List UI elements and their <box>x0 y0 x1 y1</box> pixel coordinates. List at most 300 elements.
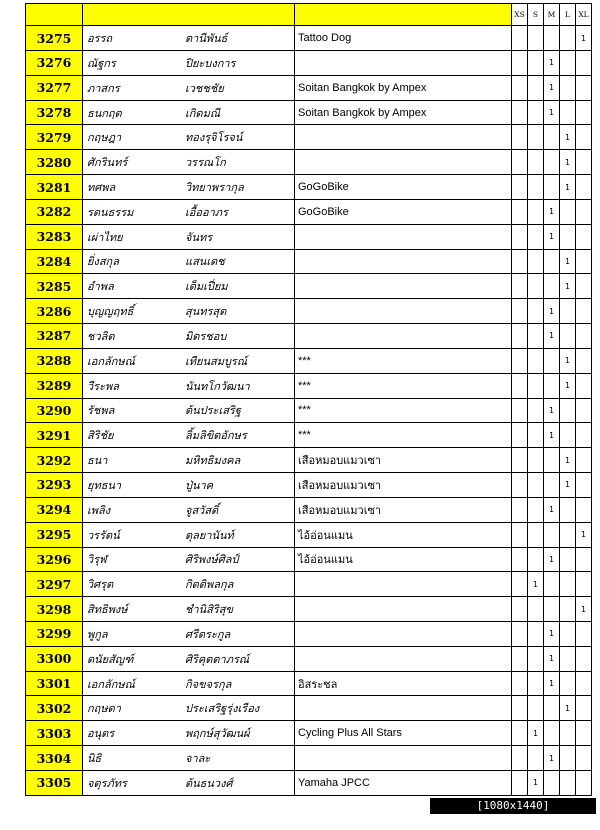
size-l-cell <box>560 224 576 249</box>
header-blank-cell <box>26 4 83 26</box>
size-l-cell: 1 <box>560 125 576 150</box>
size-s-cell <box>528 646 544 671</box>
size-s-cell <box>528 522 544 547</box>
size-l-cell <box>560 50 576 75</box>
size-s-cell: 1 <box>528 572 544 597</box>
last-name: มิตรชอบ <box>183 324 295 349</box>
bib-number: 3290 <box>26 398 83 423</box>
first-name: สิทธิพงษ์ <box>83 597 184 622</box>
bib-number: 3302 <box>26 696 83 721</box>
last-name: ศิริคุตตาภรณ์ <box>183 646 295 671</box>
team-name <box>295 274 512 299</box>
last-name: ปิยะบงการ <box>183 50 295 75</box>
team-name <box>295 224 512 249</box>
size-xl-cell <box>576 497 592 522</box>
last-name: เวชชชัย <box>183 75 295 100</box>
bib-number: 3300 <box>26 646 83 671</box>
bib-number: 3281 <box>26 175 83 200</box>
first-name: ดนัยสัญฑ์ <box>83 646 184 671</box>
bib-number: 3289 <box>26 373 83 398</box>
size-m-cell <box>544 249 560 274</box>
size-l-cell <box>560 324 576 349</box>
size-l-cell <box>560 547 576 572</box>
size-xs-cell <box>512 199 528 224</box>
size-s-cell <box>528 696 544 721</box>
size-m-cell <box>544 26 560 51</box>
size-m-cell <box>544 522 560 547</box>
size-xl-cell <box>576 324 592 349</box>
first-name: กฤษดา <box>83 696 184 721</box>
table-row <box>26 646 592 671</box>
size-xl-cell <box>576 373 592 398</box>
table-row <box>26 597 592 622</box>
last-name: ชำนิสิริสุข <box>183 597 295 622</box>
bib-number: 3292 <box>26 448 83 473</box>
team-name: GoGoBike <box>295 199 512 224</box>
last-name: แสนเดช <box>183 249 295 274</box>
table-row <box>26 473 592 498</box>
size-s-cell <box>528 224 544 249</box>
team-name <box>295 125 512 150</box>
first-name: ธนกฤต <box>83 100 184 125</box>
last-name: สุนทรสุต <box>183 299 295 324</box>
last-name: ต้นประเสริฐ <box>183 398 295 423</box>
team-name: ไอ้อ่อนแมน <box>295 522 512 547</box>
last-name: กิจขจรกุล <box>183 671 295 696</box>
size-xs-cell <box>512 224 528 249</box>
size-xl-cell <box>576 199 592 224</box>
bib-number: 3277 <box>26 75 83 100</box>
table-row <box>26 26 592 51</box>
size-xs-cell <box>512 597 528 622</box>
table-row <box>26 150 592 175</box>
team-name: Yamaha JPCC <box>295 770 512 795</box>
size-m-cell: 1 <box>544 497 560 522</box>
first-name: ยุทธนา <box>83 473 184 498</box>
last-name: จันทร <box>183 224 295 249</box>
size-xl-cell: 1 <box>576 597 592 622</box>
size-l-cell: 1 <box>560 150 576 175</box>
size-xs-cell <box>512 249 528 274</box>
first-name: สิริชัย <box>83 423 184 448</box>
size-s-cell <box>528 100 544 125</box>
size-xl-cell <box>576 224 592 249</box>
table-row <box>26 696 592 721</box>
size-xs-cell <box>512 671 528 696</box>
last-name: วรรณโก <box>183 150 295 175</box>
size-xs-cell <box>512 299 528 324</box>
size-xl-cell <box>576 125 592 150</box>
size-l-cell: 1 <box>560 274 576 299</box>
last-name: กิตติพลกุล <box>183 572 295 597</box>
size-xs-cell <box>512 721 528 746</box>
last-name: ตุลยานันท์ <box>183 522 295 547</box>
size-m-cell: 1 <box>544 423 560 448</box>
last-name: เกิดมณี <box>183 100 295 125</box>
size-xs-cell <box>512 423 528 448</box>
first-name: ยิ่งสกุล <box>83 249 184 274</box>
size-s-cell <box>528 274 544 299</box>
size-l-cell <box>560 646 576 671</box>
size-l-cell <box>560 597 576 622</box>
size-l-cell <box>560 299 576 324</box>
bib-number: 3285 <box>26 274 83 299</box>
size-s-cell <box>528 50 544 75</box>
table-row <box>26 274 592 299</box>
size-s-cell <box>528 746 544 771</box>
bib-number: 3286 <box>26 299 83 324</box>
team-name <box>295 50 512 75</box>
bib-number: 3291 <box>26 423 83 448</box>
size-l-cell <box>560 423 576 448</box>
bib-number: 3304 <box>26 746 83 771</box>
size-xl-cell <box>576 671 592 696</box>
size-xl-cell: 1 <box>576 522 592 547</box>
first-name: ศักรินทร์ <box>83 150 184 175</box>
size-xl-cell <box>576 75 592 100</box>
table-body <box>26 4 592 796</box>
first-name: กฤษฎา <box>83 125 184 150</box>
size-s-cell <box>528 150 544 175</box>
size-xl-cell <box>576 274 592 299</box>
header-size-xs: XS <box>512 4 528 26</box>
size-xl-cell <box>576 770 592 795</box>
size-xl-cell <box>576 50 592 75</box>
last-name: วิทยาพรากุล <box>183 175 295 200</box>
bib-number: 3288 <box>26 348 83 373</box>
size-s-cell <box>528 597 544 622</box>
size-m-cell <box>544 348 560 373</box>
team-name <box>295 299 512 324</box>
team-name <box>295 646 512 671</box>
first-name: อำพล <box>83 274 184 299</box>
size-xl-cell <box>576 175 592 200</box>
header-blank-cell <box>83 4 184 26</box>
size-s-cell <box>528 26 544 51</box>
size-l-cell <box>560 770 576 795</box>
team-name: GoGoBike <box>295 175 512 200</box>
size-m-cell: 1 <box>544 622 560 647</box>
bib-number: 3293 <box>26 473 83 498</box>
first-name: นิธิ <box>83 746 184 771</box>
header-blank-cell <box>183 4 295 26</box>
size-s-cell <box>528 497 544 522</box>
size-xs-cell <box>512 150 528 175</box>
size-m-cell: 1 <box>544 671 560 696</box>
size-xs-cell <box>512 473 528 498</box>
size-l-cell <box>560 75 576 100</box>
size-xl-cell <box>576 150 592 175</box>
size-m-cell <box>544 125 560 150</box>
last-name: ตานีพันธ์ <box>183 26 295 51</box>
last-name: ศรีตระกูล <box>183 622 295 647</box>
bib-number: 3297 <box>26 572 83 597</box>
size-xs-cell <box>512 100 528 125</box>
size-m-cell <box>544 150 560 175</box>
size-xs-cell <box>512 696 528 721</box>
size-xs-cell <box>512 746 528 771</box>
header-size-s: S <box>528 4 544 26</box>
size-m-cell <box>544 721 560 746</box>
size-xs-cell <box>512 448 528 473</box>
size-s-cell <box>528 75 544 100</box>
team-name: Soitan Bangkok by Ampex <box>295 100 512 125</box>
last-name: ต้นธนวงศ์ <box>183 770 295 795</box>
size-m-cell <box>544 175 560 200</box>
header-size-m: M <box>544 4 560 26</box>
size-xl-cell <box>576 348 592 373</box>
team-name <box>295 150 512 175</box>
team-name: เสือหมอบแมวเซา <box>295 473 512 498</box>
table-row <box>26 547 592 572</box>
size-l-cell <box>560 100 576 125</box>
size-xl-cell <box>576 398 592 423</box>
table-row <box>26 299 592 324</box>
team-name: *** <box>295 373 512 398</box>
size-m-cell <box>544 448 560 473</box>
first-name: วิศรุต <box>83 572 184 597</box>
size-m-cell: 1 <box>544 324 560 349</box>
size-xs-cell <box>512 398 528 423</box>
last-name: นันทโกวัฒนา <box>183 373 295 398</box>
size-xs-cell <box>512 373 528 398</box>
size-s-cell <box>528 423 544 448</box>
first-name: อนุตร <box>83 721 184 746</box>
size-s-cell <box>528 249 544 274</box>
size-m-cell: 1 <box>544 299 560 324</box>
size-l-cell: 1 <box>560 448 576 473</box>
first-name: เอกลักษณ์ <box>83 671 184 696</box>
size-m-cell <box>544 770 560 795</box>
first-name: วีระพล <box>83 373 184 398</box>
size-xs-cell <box>512 175 528 200</box>
size-l-cell <box>560 522 576 547</box>
last-name: พฤกษ์สุวัฒนผ์ <box>183 721 295 746</box>
size-m-cell: 1 <box>544 646 560 671</box>
last-name: ทองรุจิโรจน์ <box>183 125 295 150</box>
size-xl-cell <box>576 721 592 746</box>
team-name <box>295 572 512 597</box>
table-row <box>26 423 592 448</box>
size-xl-cell <box>576 473 592 498</box>
bib-number: 3303 <box>26 721 83 746</box>
bib-number: 3280 <box>26 150 83 175</box>
size-l-cell <box>560 746 576 771</box>
table-row <box>26 175 592 200</box>
header-row <box>26 4 592 26</box>
header-blank-cell <box>295 4 512 26</box>
size-l-cell <box>560 26 576 51</box>
last-name: มหิทธิมงคล <box>183 448 295 473</box>
team-name: *** <box>295 423 512 448</box>
bib-number: 3276 <box>26 50 83 75</box>
bib-number: 3301 <box>26 671 83 696</box>
table-row <box>26 622 592 647</box>
bib-number: 3305 <box>26 770 83 795</box>
size-s-cell <box>528 324 544 349</box>
table-row <box>26 746 592 771</box>
size-l-cell: 1 <box>560 696 576 721</box>
size-s-cell <box>528 348 544 373</box>
size-xl-cell <box>576 547 592 572</box>
team-name: Cycling Plus All Stars <box>295 721 512 746</box>
table-row <box>26 398 592 423</box>
table-row <box>26 671 592 696</box>
size-l-cell <box>560 398 576 423</box>
size-xs-cell <box>512 622 528 647</box>
size-xl-cell <box>576 100 592 125</box>
bib-number: 3284 <box>26 249 83 274</box>
last-name: ศิริพงษ์ศิลป์ <box>183 547 295 572</box>
last-name: เต็มเปี่ยม <box>183 274 295 299</box>
bib-number: 3287 <box>26 324 83 349</box>
size-l-cell <box>560 199 576 224</box>
bib-number: 3294 <box>26 497 83 522</box>
size-xs-cell <box>512 646 528 671</box>
participant-table <box>25 3 592 796</box>
size-s-cell <box>528 671 544 696</box>
bib-number: 3298 <box>26 597 83 622</box>
size-xs-cell <box>512 547 528 572</box>
bib-number: 3275 <box>26 26 83 51</box>
size-s-cell <box>528 299 544 324</box>
table-row <box>26 721 592 746</box>
team-name <box>295 746 512 771</box>
size-s-cell <box>528 175 544 200</box>
size-m-cell <box>544 274 560 299</box>
first-name: วรรัตน์ <box>83 522 184 547</box>
size-xl-cell <box>576 572 592 597</box>
size-m-cell: 1 <box>544 547 560 572</box>
first-name: เผ่าไทย <box>83 224 184 249</box>
size-xs-cell <box>512 522 528 547</box>
size-xs-cell <box>512 26 528 51</box>
team-name: Soitan Bangkok by Ampex <box>295 75 512 100</box>
table-row <box>26 522 592 547</box>
size-s-cell <box>528 473 544 498</box>
table-row <box>26 770 592 795</box>
size-l-cell <box>560 497 576 522</box>
size-l-cell <box>560 572 576 597</box>
size-xs-cell <box>512 125 528 150</box>
size-l-cell: 1 <box>560 373 576 398</box>
first-name: บุญญฤทธิ์ <box>83 299 184 324</box>
table-row <box>26 324 592 349</box>
bib-number: 3278 <box>26 100 83 125</box>
table-row <box>26 50 592 75</box>
size-l-cell <box>560 622 576 647</box>
size-xl-cell <box>576 448 592 473</box>
size-xl-cell: 1 <box>576 26 592 51</box>
size-l-cell: 1 <box>560 249 576 274</box>
table-row <box>26 75 592 100</box>
last-name: จูสวัสดิ์ <box>183 497 295 522</box>
first-name: ณัฐกร <box>83 50 184 75</box>
size-m-cell: 1 <box>544 199 560 224</box>
size-s-cell <box>528 125 544 150</box>
size-xl-cell <box>576 696 592 721</box>
size-xs-cell <box>512 75 528 100</box>
team-name: *** <box>295 348 512 373</box>
bib-number: 3279 <box>26 125 83 150</box>
first-name: ชวลิต <box>83 324 184 349</box>
size-xl-cell <box>576 423 592 448</box>
first-name: วิรุฬ <box>83 547 184 572</box>
table-row <box>26 373 592 398</box>
watermark-label: [1080x1440] https://uplc.me/ <box>430 798 596 814</box>
size-l-cell: 1 <box>560 473 576 498</box>
size-xl-cell <box>576 646 592 671</box>
first-name: พูกูล <box>83 622 184 647</box>
first-name: รัชพล <box>83 398 184 423</box>
size-m-cell: 1 <box>544 100 560 125</box>
team-name <box>295 249 512 274</box>
size-s-cell <box>528 199 544 224</box>
header-size-xl: XL <box>576 4 592 26</box>
size-l-cell: 1 <box>560 175 576 200</box>
last-name: จาละ <box>183 746 295 771</box>
table-row <box>26 348 592 373</box>
size-xs-cell <box>512 348 528 373</box>
table-row <box>26 224 592 249</box>
bib-number: 3299 <box>26 622 83 647</box>
last-name: ลิ้มลิขิตอักษร <box>183 423 295 448</box>
size-m-cell <box>544 597 560 622</box>
team-name: *** <box>295 398 512 423</box>
team-name: อิสระชล <box>295 671 512 696</box>
size-m-cell <box>544 572 560 597</box>
size-l-cell <box>560 671 576 696</box>
last-name: เอื้ออาภร <box>183 199 295 224</box>
size-m-cell <box>544 696 560 721</box>
size-s-cell <box>528 373 544 398</box>
size-s-cell <box>528 448 544 473</box>
size-m-cell: 1 <box>544 746 560 771</box>
size-s-cell: 1 <box>528 721 544 746</box>
first-name: ธนา <box>83 448 184 473</box>
size-s-cell: 1 <box>528 770 544 795</box>
team-name <box>295 597 512 622</box>
team-name <box>295 324 512 349</box>
size-xs-cell <box>512 572 528 597</box>
team-name: เสือหมอบแมวเซา <box>295 448 512 473</box>
size-xl-cell <box>576 299 592 324</box>
table-row <box>26 100 592 125</box>
size-m-cell <box>544 473 560 498</box>
bib-number: 3295 <box>26 522 83 547</box>
team-name: เสือหมอบแมวเซา <box>295 497 512 522</box>
team-name: ไอ้อ่อนแมน <box>295 547 512 572</box>
first-name: เอกลักษณ์ <box>83 348 184 373</box>
size-xs-cell <box>512 50 528 75</box>
team-name: Tattoo Dog <box>295 26 512 51</box>
size-m-cell: 1 <box>544 224 560 249</box>
last-name: ประเสริฐรุ่งเรือง <box>183 696 295 721</box>
size-m-cell: 1 <box>544 398 560 423</box>
size-xs-cell <box>512 497 528 522</box>
first-name: รตนธรรม <box>83 199 184 224</box>
size-m-cell: 1 <box>544 75 560 100</box>
table-row <box>26 448 592 473</box>
table-row <box>26 199 592 224</box>
table-row <box>26 572 592 597</box>
size-l-cell: 1 <box>560 348 576 373</box>
size-xl-cell <box>576 746 592 771</box>
first-name: อรรถ <box>83 26 184 51</box>
size-s-cell <box>528 547 544 572</box>
size-xs-cell <box>512 324 528 349</box>
size-xl-cell <box>576 249 592 274</box>
